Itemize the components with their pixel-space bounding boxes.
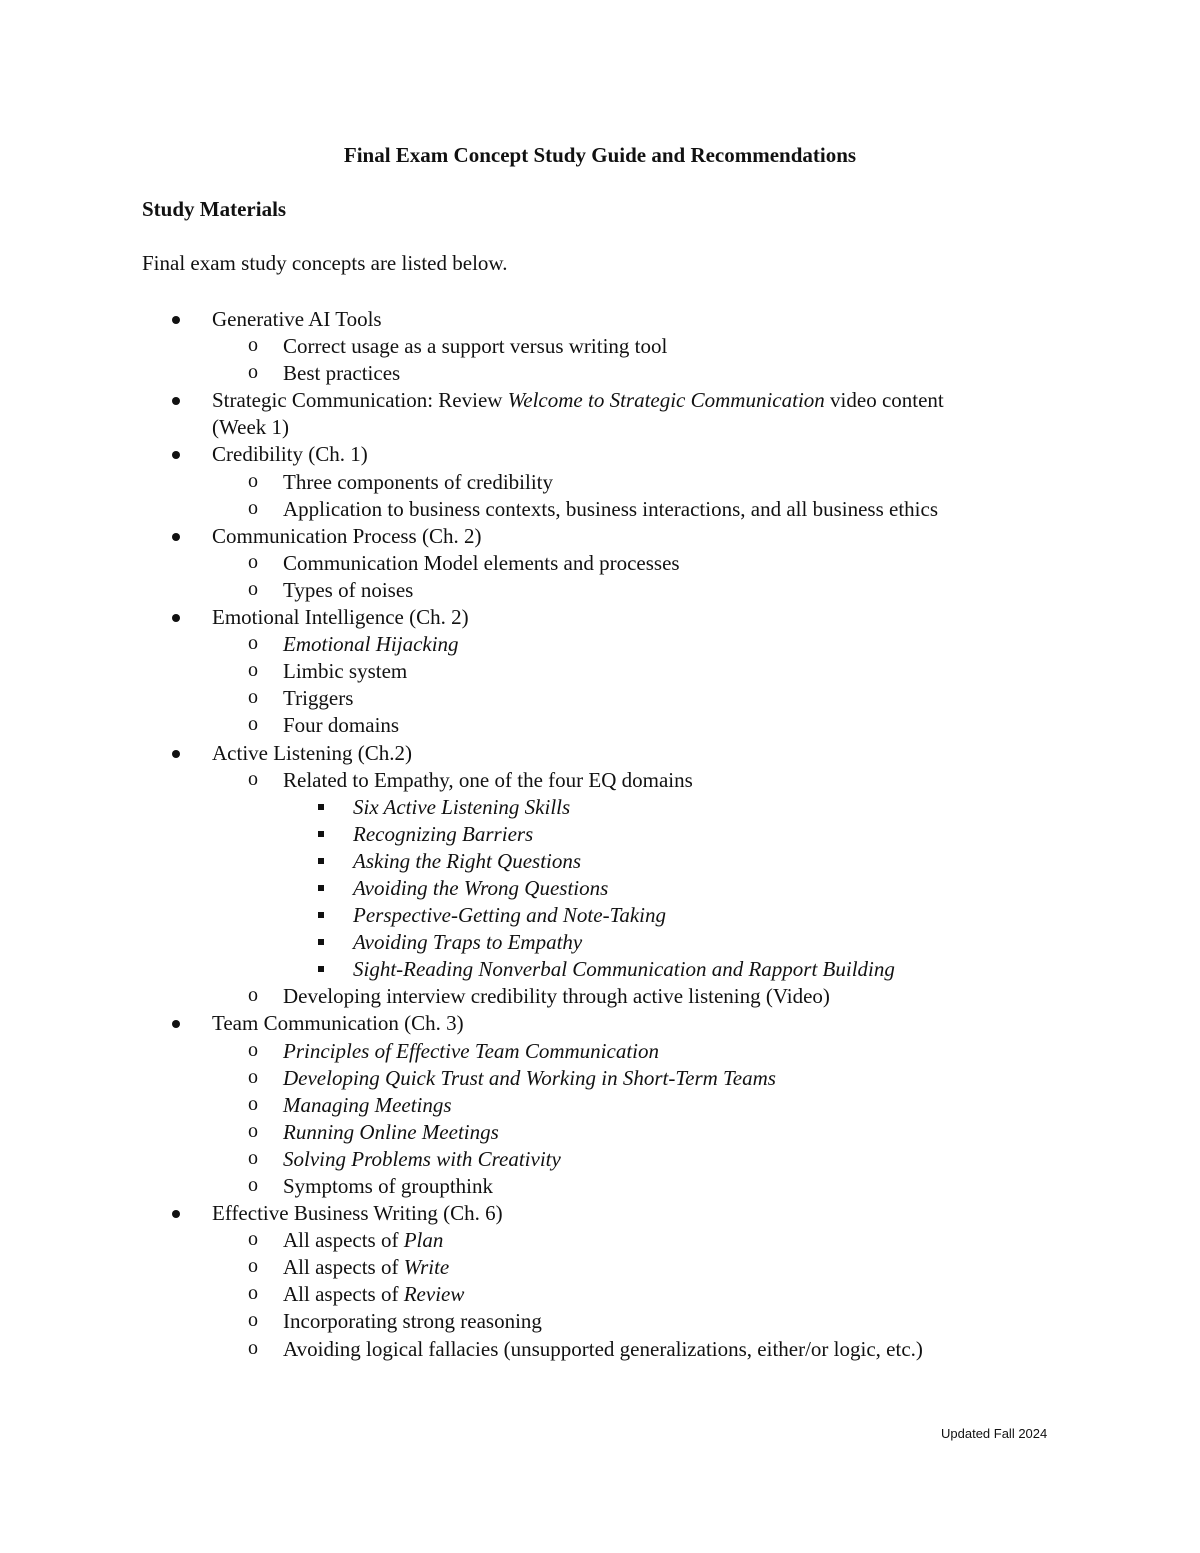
list-item-text	[283, 1254, 449, 1281]
list-item	[0, 983, 1200, 1010]
text-run: Three components of credibility	[283, 469, 553, 494]
list-item	[0, 685, 1200, 712]
bullet-circle-marker: o	[248, 577, 258, 600]
italic-text: Managing Meetings	[283, 1092, 452, 1117]
bullet-circle-marker: o	[248, 469, 258, 492]
italic-text: Asking the Right Questions	[353, 848, 582, 873]
bullet-disc-icon	[172, 1020, 180, 1028]
text-run: Application to business contexts, business interactions, and all business ethics	[283, 496, 938, 521]
list-item-text	[212, 523, 481, 550]
text-run: Types of noises	[283, 577, 414, 602]
list-item-text	[212, 1200, 503, 1227]
bullet-square-icon	[318, 804, 324, 810]
list-item	[0, 712, 1200, 739]
list-item-text	[283, 550, 680, 577]
list-item	[0, 414, 1200, 441]
list-item	[0, 360, 1200, 387]
list-item	[0, 441, 1200, 468]
list-item-text	[283, 1173, 493, 1200]
bullet-square-icon	[318, 885, 324, 891]
bullet-circle-marker: o	[248, 1336, 258, 1359]
list-item-text	[283, 1227, 443, 1254]
italic-text: Emotional Hijacking	[283, 632, 459, 657]
list-item	[0, 1010, 1200, 1037]
text-run: Effective Business Writing (Ch. 6)	[212, 1201, 503, 1226]
bullet-circle-marker: o	[248, 1228, 258, 1251]
bullet-circle-marker: o	[248, 1146, 258, 1169]
bullet-disc-icon	[172, 533, 180, 541]
list-item	[0, 1092, 1200, 1119]
list-item	[0, 1065, 1200, 1092]
section-heading: Study Materials	[142, 197, 287, 221]
list-item	[0, 1336, 1200, 1363]
list-item-text	[353, 794, 570, 821]
intro-text: Final exam study concepts are listed below.	[142, 251, 508, 275]
bullet-circle-marker: o	[248, 713, 258, 736]
text-run: Developing interview credibility through active listening (Video)	[283, 984, 830, 1009]
list-item	[0, 631, 1200, 658]
list-item	[0, 387, 1200, 414]
list-item	[0, 550, 1200, 577]
list-item	[0, 523, 1200, 550]
list-item	[0, 794, 1200, 821]
list-item	[0, 767, 1200, 794]
list-item	[0, 1173, 1200, 1200]
list-item	[0, 577, 1200, 604]
list-item-text	[353, 875, 608, 902]
text-run: Symptoms of groupthink	[283, 1174, 494, 1198]
bullet-circle-marker: o	[248, 659, 258, 682]
list-item-text	[212, 387, 944, 414]
italic-text: Plan	[403, 1228, 444, 1253]
text-run: Avoiding logical fallacies (unsupported generalizations, either/or logic, etc.)	[283, 1336, 923, 1361]
list-item	[0, 333, 1200, 360]
list-item-text	[283, 1119, 499, 1146]
list-item-text	[283, 1038, 659, 1065]
italic-text: Avoiding the Wrong Questions	[353, 875, 609, 900]
text-run: Communication Model elements and processes	[283, 550, 680, 575]
text-run: Incorporating strong reasoning	[283, 1309, 542, 1334]
list-item	[0, 956, 1200, 983]
list-item	[0, 1281, 1200, 1308]
italic-text: Developing Quick Trust and Working in Short-Term Teams	[283, 1065, 776, 1090]
list-item	[0, 1308, 1200, 1335]
bullet-circle-marker: o	[248, 550, 258, 573]
list-item-text	[212, 306, 382, 333]
bullet-circle-marker: o	[248, 496, 258, 519]
text-run: Triggers	[283, 686, 354, 711]
list-item-text	[283, 469, 553, 496]
bullet-circle-marker: o	[248, 1119, 258, 1142]
list-item	[0, 929, 1200, 956]
list-item-text	[283, 333, 667, 360]
list-item-text	[283, 712, 399, 739]
list-item	[0, 1119, 1200, 1146]
list-item-text	[212, 441, 368, 468]
italic-text: Review	[403, 1282, 465, 1307]
list-item-text	[283, 1065, 776, 1092]
text-run: Best practices	[283, 361, 401, 386]
list-item	[0, 496, 1200, 523]
bullet-square-icon	[318, 939, 324, 945]
bullet-square-icon	[318, 966, 324, 972]
text-run: Communication Process (Ch. 2)	[212, 523, 482, 548]
italic-text: Sight-Reading Nonverbal Communication and Rapport Building	[353, 957, 895, 982]
list-item	[0, 740, 1200, 767]
list-item-text	[283, 577, 413, 604]
footer-note: Updated Fall 2024	[941, 1426, 1048, 1441]
list-item-text	[283, 767, 693, 794]
bullet-circle-marker: o	[248, 1092, 258, 1115]
bullet-circle-marker: o	[248, 767, 258, 790]
list-item-text	[283, 983, 830, 1010]
bullet-square-icon	[318, 912, 324, 918]
list-item	[0, 1254, 1200, 1281]
list-item	[0, 848, 1200, 875]
bullet-square-icon	[318, 858, 324, 864]
list-item	[0, 1227, 1200, 1254]
list-item	[0, 821, 1200, 848]
list-item-text	[283, 1146, 561, 1173]
bullet-circle-marker: o	[248, 1065, 258, 1088]
bullet-circle-marker: o	[248, 984, 258, 1007]
bullet-disc-icon	[172, 750, 180, 758]
list-item	[0, 306, 1200, 333]
list-item-text	[283, 360, 400, 387]
list-item-text	[212, 414, 289, 441]
text-run: Generative AI Tools	[212, 307, 382, 331]
italic-text: Principles of Effective Team Communication	[283, 1038, 660, 1063]
bullet-circle-marker: o	[248, 1255, 258, 1278]
italic-text: Welcome to Strategic Communication	[507, 388, 825, 413]
italic-text: Perspective-Getting and Note-Taking	[353, 903, 666, 928]
concept-list	[0, 306, 1200, 1363]
text-run: video content	[824, 388, 944, 413]
bullet-circle-marker: o	[248, 1038, 258, 1061]
list-item-text	[353, 848, 581, 875]
list-item-text	[283, 1281, 464, 1308]
bullet-circle-marker: o	[248, 334, 258, 357]
list-item	[0, 469, 1200, 496]
text-run: All aspects of	[283, 1228, 404, 1253]
list-item-text	[353, 821, 533, 848]
list-item-text	[283, 1092, 452, 1119]
bullet-circle-marker: o	[248, 686, 258, 709]
list-item	[0, 1038, 1200, 1065]
list-item-text	[212, 604, 469, 631]
list-item	[0, 875, 1200, 902]
italic-text: Avoiding Traps to Empathy	[353, 930, 583, 955]
text-run: Strategic Communication: Review	[212, 388, 508, 413]
list-item-text	[283, 658, 407, 685]
text-run: Four domains	[283, 713, 400, 738]
italic-text: Recognizing Barriers	[353, 821, 534, 846]
italic-text: Six Active Listening Skills	[353, 794, 571, 819]
list-item	[0, 902, 1200, 929]
text-run: Emotional Intelligence (Ch. 2)	[212, 605, 469, 630]
page-title: Final Exam Concept Study Guide and Recommendations	[343, 143, 857, 167]
bullet-disc-icon	[172, 451, 180, 459]
bullet-circle-marker: o	[248, 632, 258, 655]
list-item-text	[283, 685, 353, 712]
text-run: All aspects of	[283, 1282, 404, 1307]
list-item	[0, 1146, 1200, 1173]
list-item-text	[283, 1336, 923, 1363]
text-run: (Week 1)	[212, 415, 290, 440]
list-item-text	[283, 631, 459, 658]
text-run: Credibility (Ch. 1)	[212, 442, 368, 467]
bullet-circle-marker: o	[248, 1309, 258, 1332]
text-run: Correct usage as a support versus writing tool	[283, 334, 668, 359]
list-item-text	[283, 1308, 542, 1335]
bullet-disc-icon	[172, 614, 180, 622]
list-item	[0, 658, 1200, 685]
italic-text: Write	[403, 1255, 450, 1280]
list-item-text	[353, 902, 666, 929]
bullet-square-icon	[318, 831, 324, 837]
bullet-circle-marker: o	[248, 361, 258, 384]
bullet-disc-icon	[172, 316, 180, 324]
bullet-disc-icon	[172, 1210, 180, 1218]
list-item-text	[353, 929, 582, 956]
text-run: Active Listening (Ch.2)	[212, 740, 413, 765]
text-run: Team Communication (Ch. 3)	[212, 1011, 464, 1036]
bullet-circle-marker: o	[248, 1282, 258, 1305]
italic-text: Running Online Meetings	[283, 1119, 499, 1144]
list-item-text	[212, 740, 412, 767]
list-item-text	[283, 496, 938, 523]
list-item-text	[353, 956, 895, 983]
bullet-disc-icon	[172, 397, 180, 405]
italic-text: Solving Problems with Creativity	[283, 1146, 561, 1171]
list-item	[0, 1200, 1200, 1227]
text-run: Limbic system	[283, 659, 408, 684]
list-item-text	[212, 1010, 464, 1037]
list-item	[0, 604, 1200, 631]
text-run: All aspects of	[283, 1255, 404, 1280]
text-run: Related to Empathy, one of the four EQ domains	[283, 767, 693, 792]
bullet-circle-marker: o	[248, 1174, 258, 1196]
